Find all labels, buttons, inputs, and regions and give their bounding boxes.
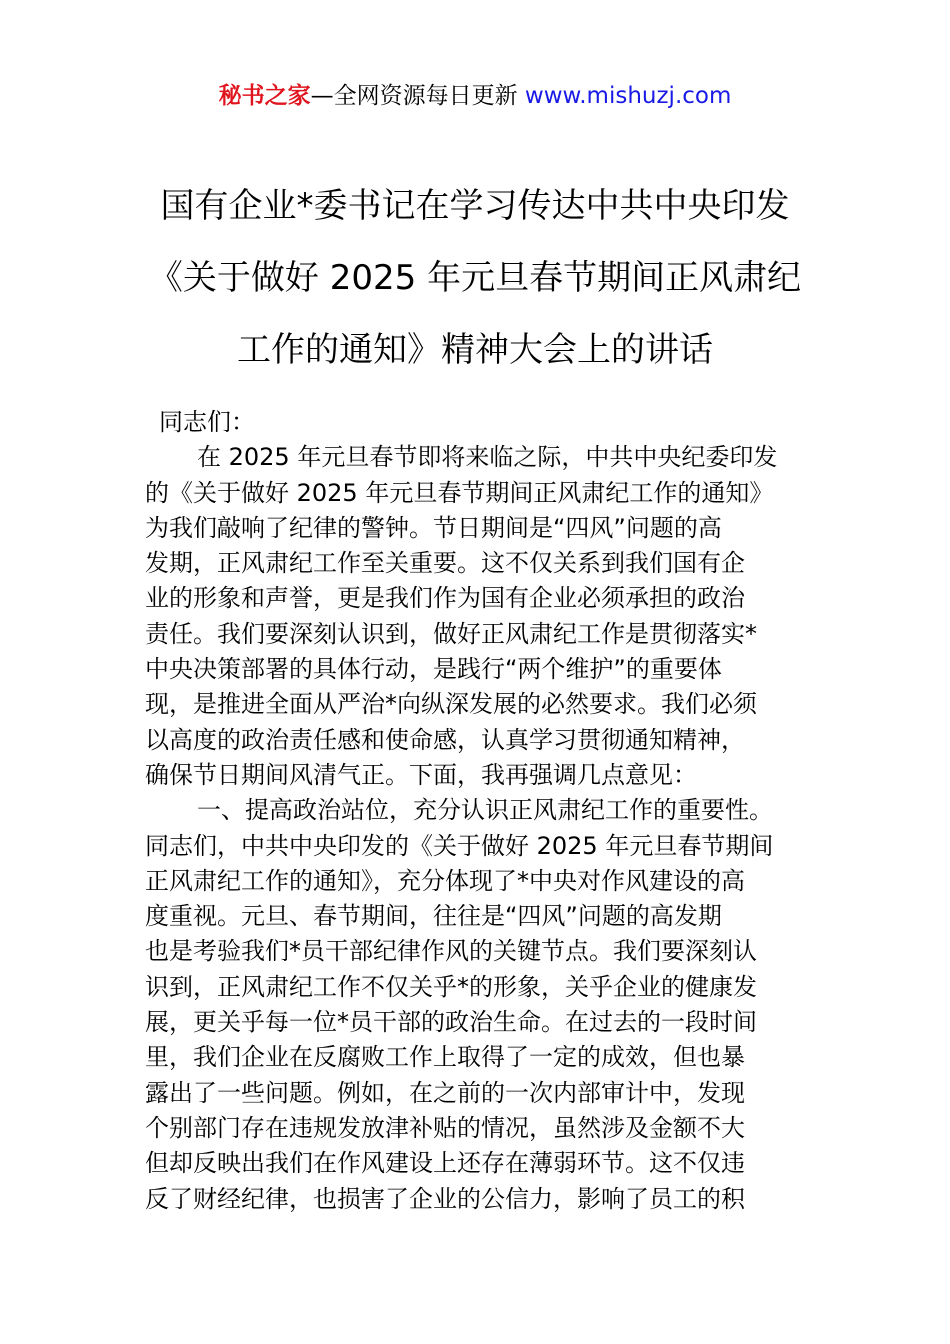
site-url-link[interactable]: www.mishuzj.com [524,83,732,109]
paragraph-line: 识到，正风肃纪工作不仅关乎*的形象，关乎企业的健康发 [145,972,757,1001]
paragraph-line: 为我们敲响了纪律的警钟。节日期间是“四风”问题的高 [145,513,722,542]
paragraph-line: 现，是推进全面从严治*向纵深发展的必然要求。我们必须 [145,690,757,719]
paragraph-line: 露出了一些问题。例如，在之前的一次内部审计中，发现 [145,1078,745,1107]
paragraph-line: 同志们，中共中央印发的《关于做好 2025 年元旦春节期间 [145,831,774,860]
paragraph-line: 以高度的政治责任感和使命感，认真学习贯彻通知精神， [145,725,745,754]
paragraph-line: 展，更关乎每一位*员干部的政治生命。在过去的一段时间 [145,1008,757,1037]
paragraph-line: 反了财经纪律，也损害了企业的公信力，影响了员工的积 [145,1184,745,1213]
salutation: 同志们： [159,408,255,436]
paragraph-line: 正风肃纪工作的通知》，充分体现了*中央对作风建设的高 [145,866,745,895]
paragraph-line: 但却反映出我们在作风建设上还存在薄弱环节。这不仅违 [145,1149,745,1178]
paragraph-line: 也是考验我们*员干部纪律作风的关键节点。我们要深刻认 [145,937,757,966]
paragraph-line: 中央决策部署的具体行动，是践行“两个维护”的重要体 [145,655,722,684]
paragraph-line: 发期，正风肃纪工作至关重要。这不仅关系到我们国有企 [145,549,745,578]
site-tagline: —全网资源每日更新 [310,83,525,109]
title-line: 工作的通知》精神大会上的讲话 [237,330,713,370]
paragraph-line: 业的形象和声誉，更是我们作为国有企业必须承担的政治 [145,584,745,613]
site-header [0,80,950,112]
document-body [145,405,825,1217]
paragraph-line: 责任。我们要深刻认识到，做好正风肃纪工作是贯彻落实* [145,619,757,648]
site-brand: 秘书之家 [218,83,311,109]
section-heading-line: 一、提高政治站位，充分认识正风肃纪工作的重要性。 [197,796,773,825]
title-line: 国有企业*委书记在学习传达中共中央印发 [160,186,790,226]
paragraph-line: 度重视。元旦、春节期间，往往是“四风”问题的高发期 [145,902,722,931]
paragraph-line: 在 2025 年元旦春节即将来临之际，中共中央纪委印发 [197,443,778,472]
paragraph-line: 的《关于做好 2025 年元旦春节期间正风肃纪工作的通知》 [145,478,774,507]
paragraph-line: 个别部门存在违规发放津补贴的情况，虽然涉及金额不大 [145,1113,745,1142]
paragraph-line: 确保节日期间风清气正。下面，我再强调几点意见： [145,760,697,789]
paragraph-line: 里，我们企业在反腐败工作上取得了一定的成效，但也暴 [145,1043,745,1072]
document-title [120,170,830,386]
title-line: 《关于做好 2025 年元旦春节期间正风肃纪 [148,258,802,298]
